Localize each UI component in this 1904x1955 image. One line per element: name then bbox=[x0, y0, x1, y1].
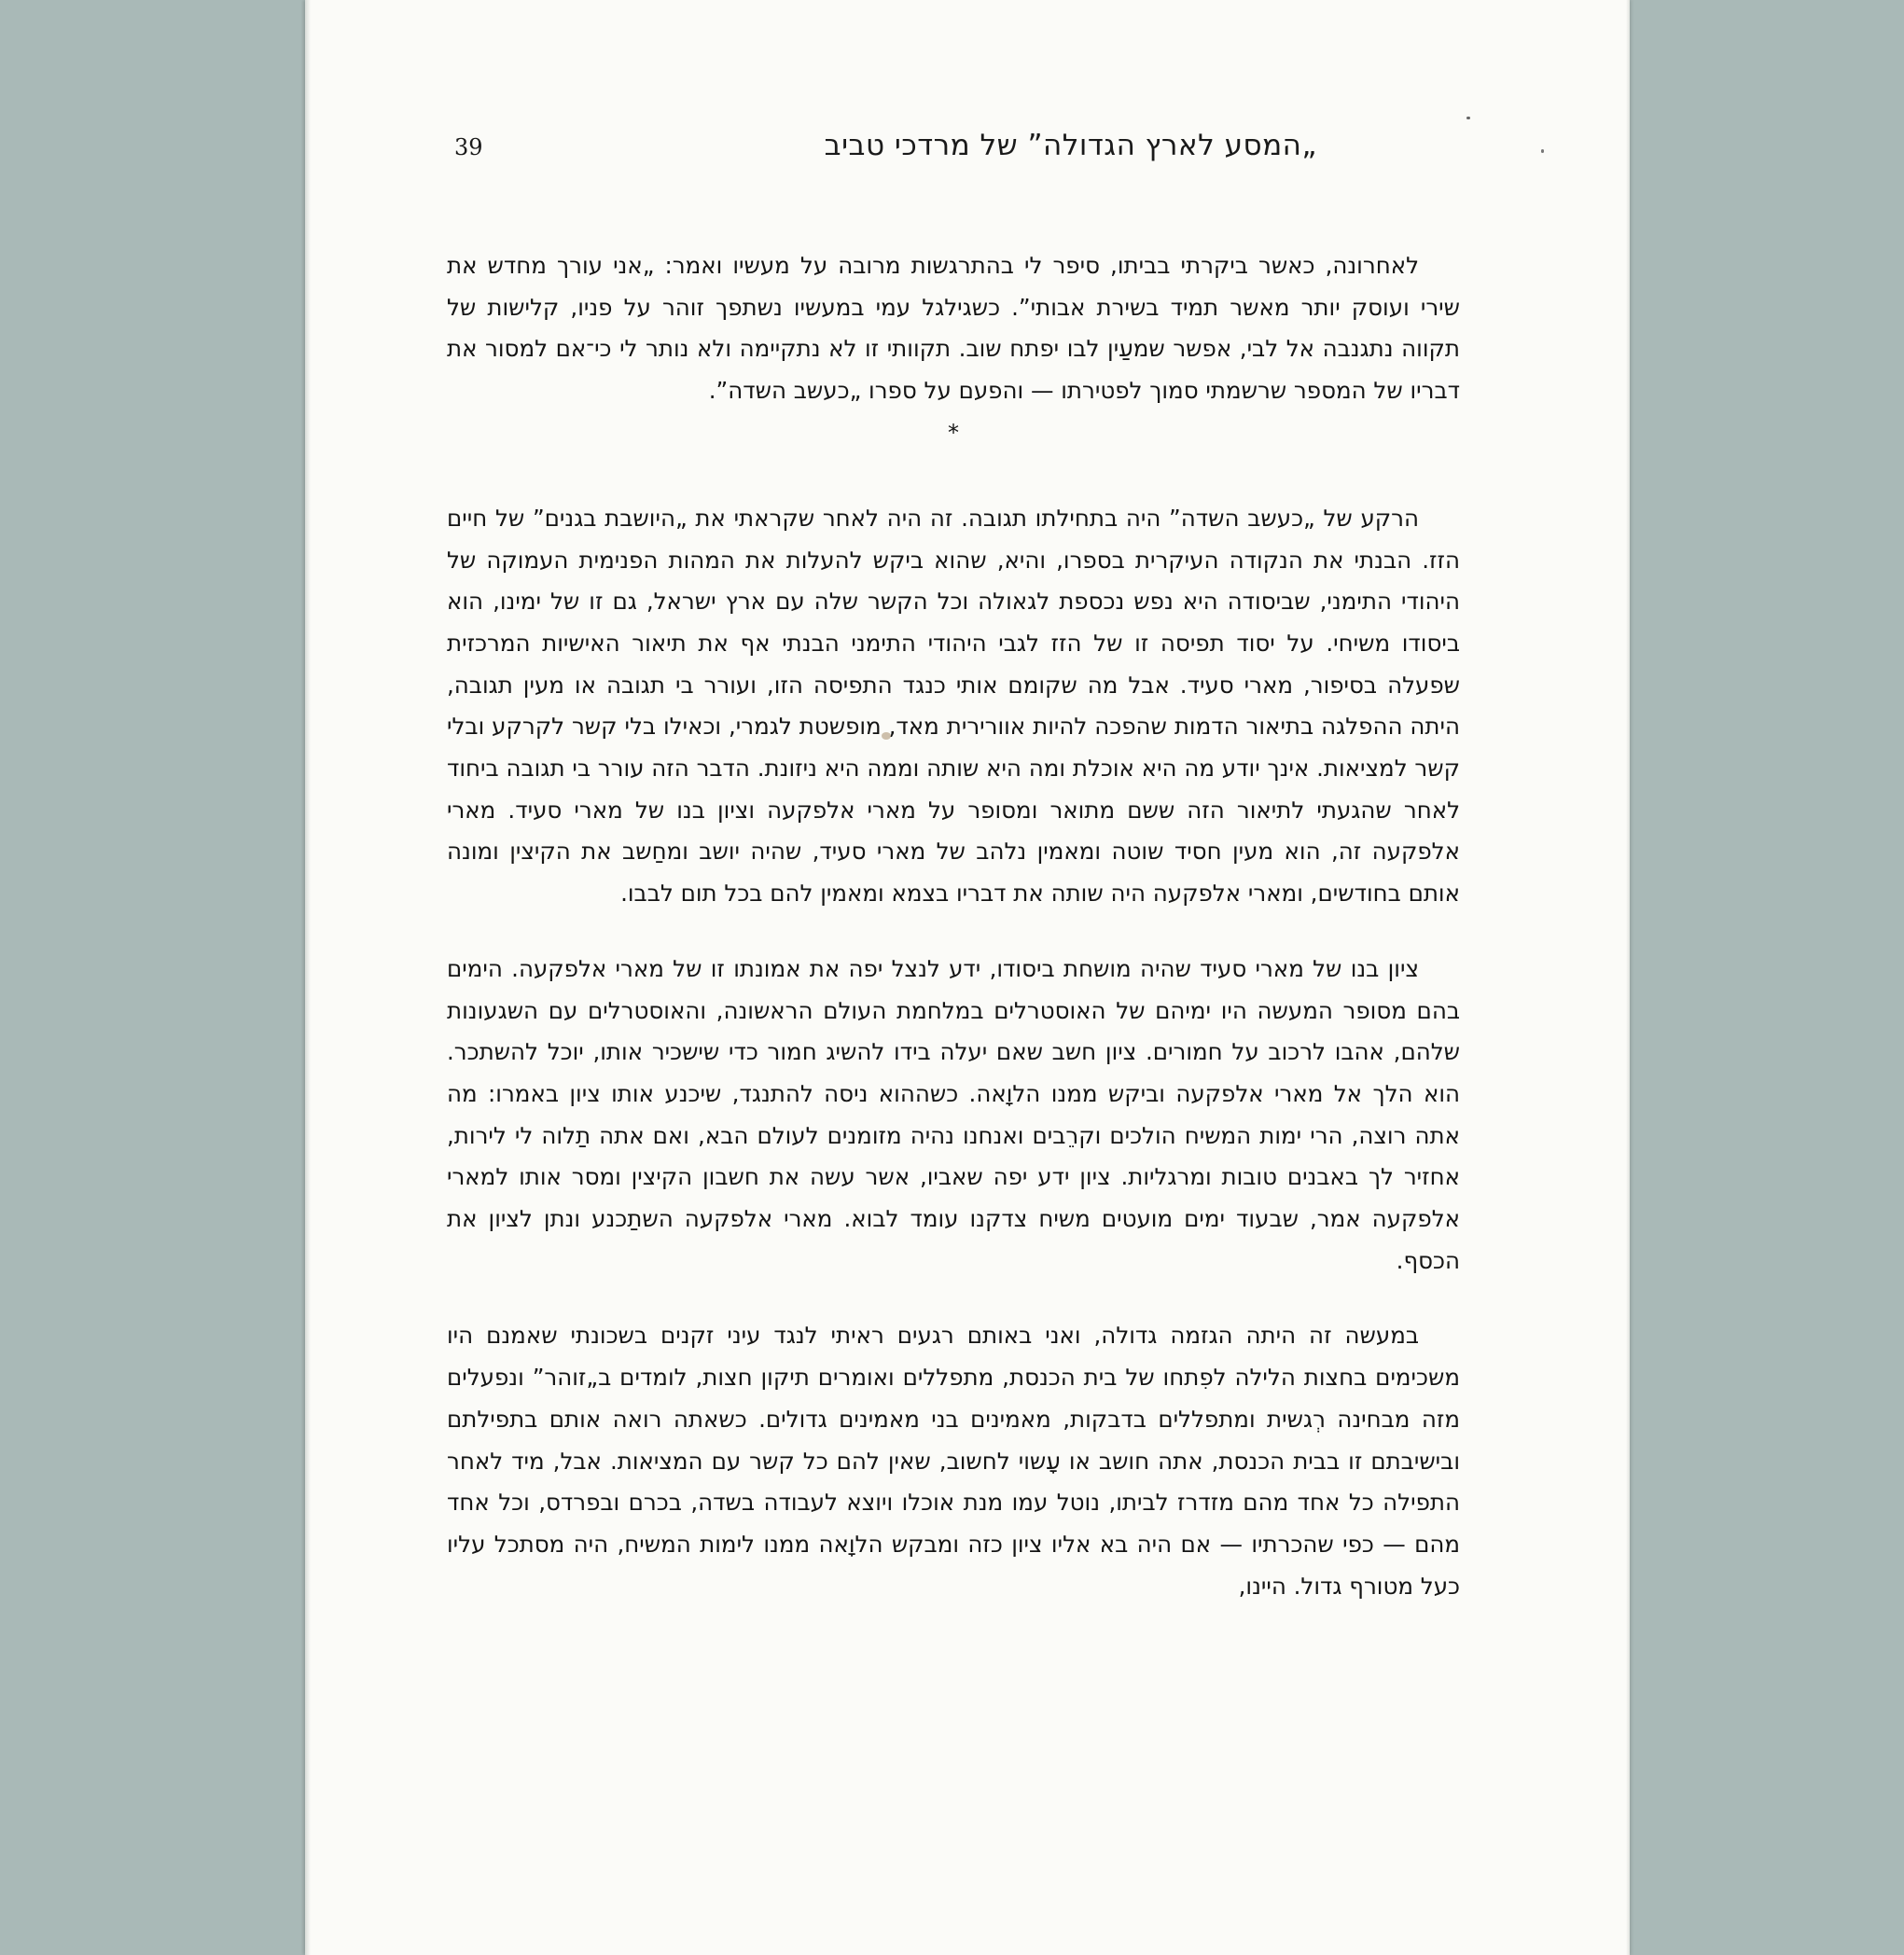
page-number: 39 bbox=[454, 134, 483, 160]
running-header bbox=[454, 129, 1480, 166]
paragraph-1: לאחרונה, כאשר ביקרתי בביתו, סיפר לי בהתרגשות מרובה על מעשיו ואמר: „אני עורך מחדש את שירי ועוסק יותר מאשר תמיד בשירת אבותי”. כשגילגל עמי במעשיו נשתפך זוהר על פניו, קלישות של תקווה נתגנבה אל לבי, אפשר שמעַין לבו יפתח שוב. תקוותי זו לא נתקיימה ולא נותר לי כי־אם למסור את דבריו של המספר שרשמתי סמוך לפטירתו — והפעם על ספרו „כעשב השדה”. bbox=[447, 252, 1460, 405]
section-separator: * bbox=[948, 419, 959, 446]
paragraph-4: במעשה זה היתה הגזמה גדולה, ואני באותם רגעים ראיתי לנגד עיני זקנים בשכונתי שאמנם היו משכימים בחצות הלילה לפִתחו של בית הכנסת, מתפללים ואומרים תיקון חצות, לומדים ב„זוהר” ונפעלים מזה מבחינה רְגשית ומתפללים בדבקות, מאמינים בני מאמינים גדולים. כשאתה רואה אותם בתפילתם ובישיבתם זו בבית הכנסת, אתה חושב או עָשוי לחשוב, שאין להם כל קשר עם המציאות. אבל, מיד לאחר התפילה כל אחד מהם מזדרז לביתו, נוטל עמו מנת אוכלו ויוצא לעבודה בשדה, בכרם ובפרדס, וכל אחד מהם — כפי שהכרתיו — אם היה בא אליו ציון כזה ומבקש הלוָאה ממנו לימות המשיח, היה מסתכל עליו כעל מטורף גדול. היינו, bbox=[447, 1322, 1460, 1600]
paper-speck bbox=[1541, 149, 1544, 153]
document-page bbox=[305, 0, 1630, 1955]
running-title: „המסע לארץ הגדולה” של מרדכי טביב bbox=[824, 129, 1317, 162]
paper-speck bbox=[1466, 117, 1470, 119]
paragraph-2: הרקע של „כעשב השדה” היה בתחילתו תגובה. זה היה לאחר שקראתי את „היושבת בגנים” של חיים הזז. הבנתי את הנקודה העיקרית בספרו, והיא, שהוא ביקש להעלות את המהות הפנימית העמוקה של היהודי התימני, שביסודה היא נפש נכספת לגאולה וכל הקשר שלה עם ארץ ישראל, גם זו של ימינו, הוא ביסודו משיחי. על יסוד תפיסה זו של הזז לגבי היהודי התימני הבנתי אף את תיאור האישיות המרכזית שפעלה בסיפור, מארי סעיד. אבל מה שקומם אותי כנגד התפיסה הזו, ועורר בי תגובה או מעין תגובה, היתה ההפלגה בתיאור הדמות שהפכה להיות אוורירית מאד, מופשטת לגמרי, וכאילו בלי קשר לקרקע ובלי קשר למציאות. אינך יודע מה היא אוכלת ומה היא שותה וממה היא ניזונת. הדבר הזה עורר בי תגובה ביחוד לאחר שהגעתי לתיאור הזה ששם מתואר ומסופר על מארי אלפקעה וציון בנו של מארי סעיד. מארי אלפקעה זה, הוא מעין חסיד שוטה ומאמין נלהב של מארי סעיד, שהיה יושב ומחַשב את הקיצין ומונה אותם בחודשים, ומארי אלפקעה היה שותה את דבריו בצמא ומאמין להם בכל תום לבבו. bbox=[447, 504, 1460, 908]
body-text bbox=[447, 245, 1460, 1607]
paragraph-3: ציון בנו של מארי סעיד שהיה מושחת ביסודו, ידע לנצל יפה את אמונתו זו של מארי אלפקעה. הימים בהם מסופר המעשה היו ימיהם של האוסטרלים במלחמת העולם הראשונה, והאוסטרלים עם השגעונות שלהם, אהבו לרכוב על חמורים. ציון חשב שאם יעלה בידו להשיג חמור כדי שישכיר אותו, יוכל להשתכר. הוא הלך אל מארי אלפקעה וביקש ממנו הלוָאה. כשההוא ניסה להתנגד, שיכנע אותו ציון באמרו: מה אתה רוצה, הרי ימות המשיח הולכים וקרֵבים ואנחנו נהיה מזומנים לעולם הבא, ואם אתה תַלוה לי לירות, אחזיר לך באבנים טובות ומרגליות. ציון ידע יפה שאביו, אשר עשה את חשבון הקיצין ומסר אותו למארי אלפקעה אמר, שבעוד ימים מועטים משיח צדקנו עומד לבוא. מארי אלפקעה השתַכנע ונתן לציון את הכסף. bbox=[447, 954, 1460, 1274]
